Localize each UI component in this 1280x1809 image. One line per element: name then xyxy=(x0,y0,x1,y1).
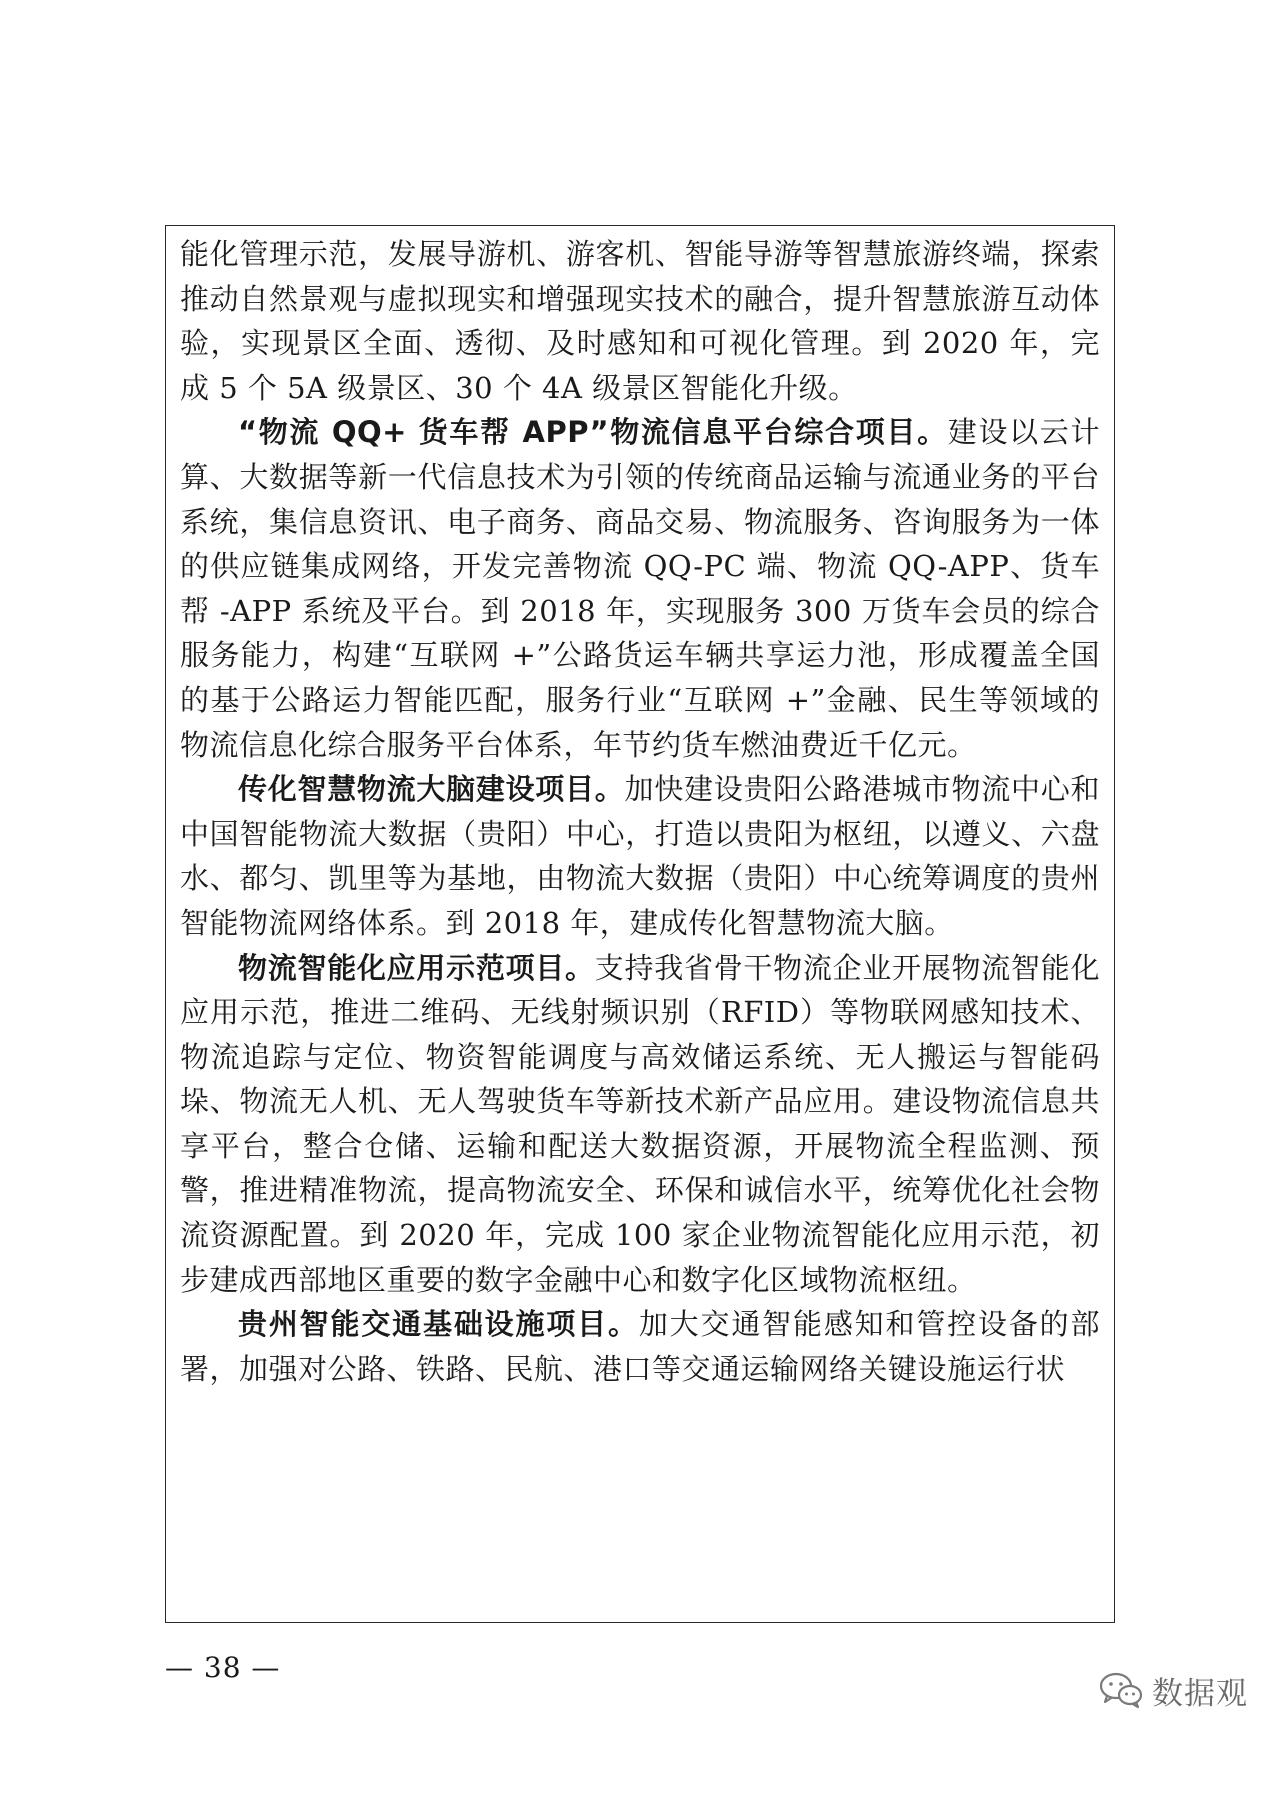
paragraph-smart-transport xyxy=(180,1302,1100,1391)
watermark-text: 数据观 xyxy=(1152,1675,1248,1712)
paragraph-heading: 贵州智能交通基础设施项目。 xyxy=(238,1307,639,1342)
paragraph-logistics-demo xyxy=(180,946,1100,1303)
wechat-icon xyxy=(1098,1670,1144,1710)
paragraph-tourism-continued xyxy=(180,232,1100,410)
document-frame xyxy=(165,225,1115,1623)
paragraph-heading: “物流 QQ+ 货车帮 APP”物流信息平台综合项目。 xyxy=(238,415,948,450)
page-number: — 38 — xyxy=(165,1651,281,1684)
paragraph-text: 建设以云计算、大数据等新一代信息技术为引领的传统商品运输与流通业务的平台系统，集信息资讯、电子商务、商品交易、物流服务、咨询服务为一体的供应链集成网络，开发完善物流 QQ-PC 端、物流 QQ-APP、货车帮 -APP 系统及平台。到 2018 年，实现服务 300 万货车会员的综合服务能力，构建“互联网 +”公路货运车辆共享运力池，形成覆盖全国的基于公路运力智能匹配，服务行业“互联网 +”金融、民生等领域的物流信息化综合服务平台体系，年节约货车燃油费近千亿元。 xyxy=(180,415,1100,762)
paragraph-logistics-qq xyxy=(180,410,1100,767)
paragraph-text: 加大交通智能感知和管控设备的部署，加强对公路、铁路、民航、港口等交通运输网络关键设施运行状 xyxy=(180,1307,1100,1386)
paragraph-heading: 物流智能化应用示范项目。 xyxy=(238,950,595,985)
paragraph-text: 加快建设贵阳公路港城市物流中心和中国智能物流大数据（贵阳）中心，打造以贵阳为枢纽，以遵义、六盘水、都匀、凯里等为基地，由物流大数据（贵阳）中心统筹调度的贵州智能物流网络体系。到 2018 年，建成传化智慧物流大脑。 xyxy=(180,772,1100,940)
watermark xyxy=(1098,1668,1248,1712)
document-body xyxy=(180,232,1100,1391)
paragraph-text: 支持我省骨干物流企业开展物流智能化应用示范，推进二维码、无线射频识别（RFID）等物联网感知技术、物流追踪与定位、物资智能调度与高效储运系统、无人搬运与智能码垛、物流无人机、无人驾驶货车等新技术新产品应用。建设物流信息共享平台，整合仓储、运输和配送大数据资源，开展物流全程监测、预警，推进精准物流，提高物流安全、环保和诚信水平，统筹优化社会物流资源配置。到 2020 年，完成 100 家企业物流智能化应用示范，初步建成西部地区重要的数字金融中心和数字化区域物流枢纽。 xyxy=(180,950,1100,1297)
paragraph-transfar-brain xyxy=(180,767,1100,945)
paragraph-text: 能化管理示范，发展导游机、游客机、智能导游等智慧旅游终端，探索推动自然景观与虚拟现实和增强现实技术的融合，提升智慧旅游互动体验，实现景区全面、透彻、及时感知和可视化管理。到 2020 年，完成 5 个 5A 级景区、30 个 4A 级景区智能化升级。 xyxy=(180,237,1100,405)
paragraph-heading: 传化智慧物流大脑建设项目。 xyxy=(238,772,625,807)
